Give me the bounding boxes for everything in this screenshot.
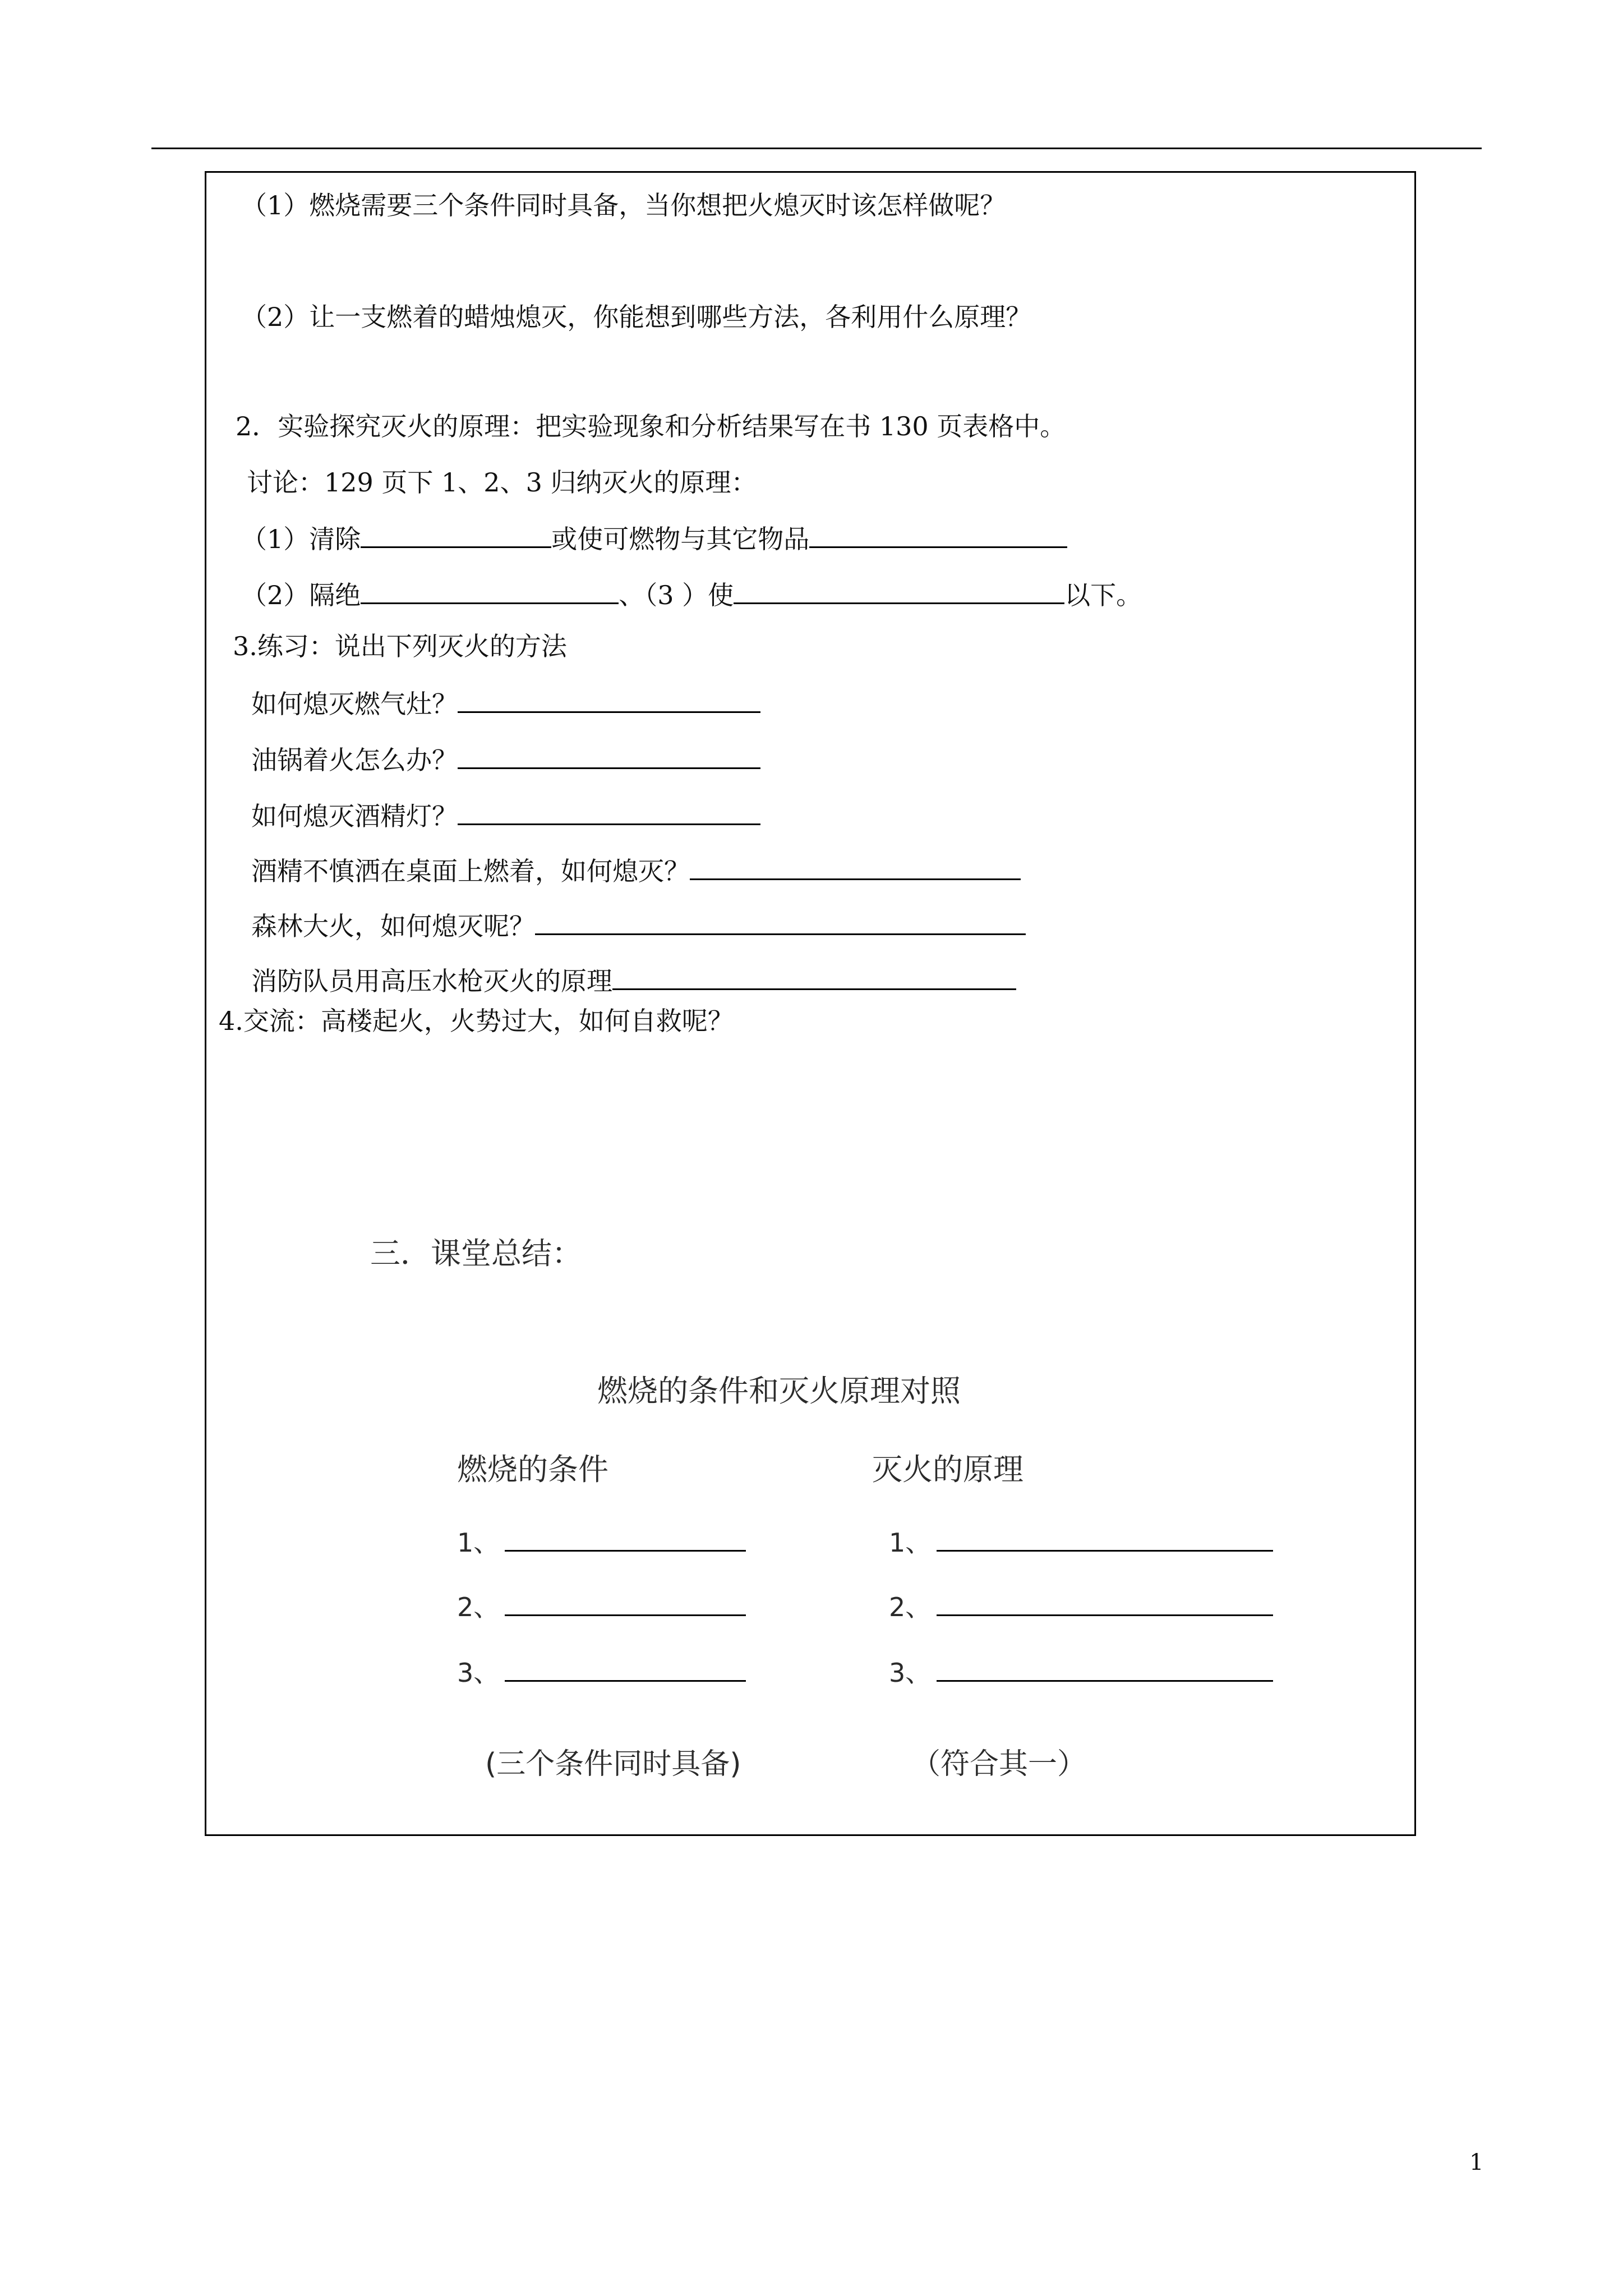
question-2: （2）让一支燃着的蜡烛熄灭，你能想到哪些方法，各利用什么原理？ [241,302,1032,332]
exercise-question: 油锅着火怎么办？ [251,745,458,775]
answer-blank[interactable] [937,1658,1273,1682]
exercise-question: 如何熄灭酒精灯？ [251,801,458,831]
answer-blank[interactable] [937,1592,1273,1616]
principle-item-3-label: 、（3 ）使 [619,580,734,610]
principle-number: 2、 [889,1592,932,1622]
principle-item-2 [241,577,1142,612]
right-column-heading: 灭火的原理 [872,1452,1023,1487]
principle-item-3-text: 以下。 [1064,580,1142,610]
answer-blank[interactable] [505,1658,746,1682]
exercise-question: 消防队员用高压水枪灭火的原理 [251,966,612,996]
principle-number: 3、 [889,1658,932,1688]
page-number: 1 [1469,2150,1484,2175]
condition-row [457,1590,746,1624]
condition-note: (三个条件同时具备) [485,1747,741,1781]
exercise-question: 如何熄灭燃气灶？ [251,689,458,719]
answer-blank[interactable] [361,521,551,548]
exercise-item [251,798,760,833]
answer-blank[interactable] [809,521,1067,548]
section-4-title: 4.交流：高楼起火，火势过大，如何自救呢？ [219,1006,734,1036]
answer-blank[interactable] [505,1527,746,1552]
exercise-question: 酒精不慎洒在桌面上燃着，如何熄灭？ [251,856,690,886]
answer-blank[interactable] [505,1592,746,1616]
condition-number: 3、 [457,1658,500,1688]
answer-blank[interactable] [361,577,619,604]
principle-item-2-label: （2）隔绝 [241,580,361,610]
answer-blank[interactable] [937,1527,1273,1552]
answer-blank[interactable] [612,963,1016,990]
section-2-title: 2．实验探究灭火的原理：把实验现象和分析结果写在书 130 页表格中。 [236,411,1066,441]
header-rule [151,148,1482,149]
answer-blank[interactable] [458,798,760,825]
exercise-item [251,685,760,721]
exercise-question: 森林大火，如何熄灭呢？ [251,911,535,941]
exercise-item [251,963,1016,998]
principle-item-1-text: 或使可燃物与其它物品 [551,524,810,554]
answer-blank[interactable] [734,577,1064,604]
condition-row [457,1656,746,1690]
question-1: （1）燃烧需要三个条件同时具备，当你想把火熄灭时该怎样做呢？ [241,190,1006,220]
condition-row [457,1526,746,1559]
principle-item-1-label: （1）清除 [241,524,361,554]
exercise-item [251,908,1026,943]
principle-number: 1、 [889,1527,932,1558]
section-3-title: 3.练习：说出下列灭火的方法 [233,631,567,661]
comparison-title: 燃烧的条件和灭火原理对照 [597,1373,961,1409]
condition-number: 1、 [457,1527,500,1558]
principle-item-1 [241,521,1067,556]
summary-title: 三．课堂总结： [370,1236,582,1271]
answer-blank[interactable] [690,853,1021,880]
exercise-item [251,742,760,777]
condition-number: 2、 [457,1592,500,1622]
answer-blank[interactable] [535,908,1026,935]
left-column-heading: 燃烧的条件 [457,1452,608,1487]
principle-row [889,1590,1273,1624]
answer-blank[interactable] [458,685,760,713]
discussion-text: 讨论：129 页下 1、2、3 归纳灭火的原理： [247,467,757,498]
principle-row [889,1526,1273,1559]
exercise-item [251,853,1021,888]
answer-blank[interactable] [458,742,760,769]
principle-row [889,1656,1273,1690]
principle-note: （符合其一） [911,1747,1087,1781]
